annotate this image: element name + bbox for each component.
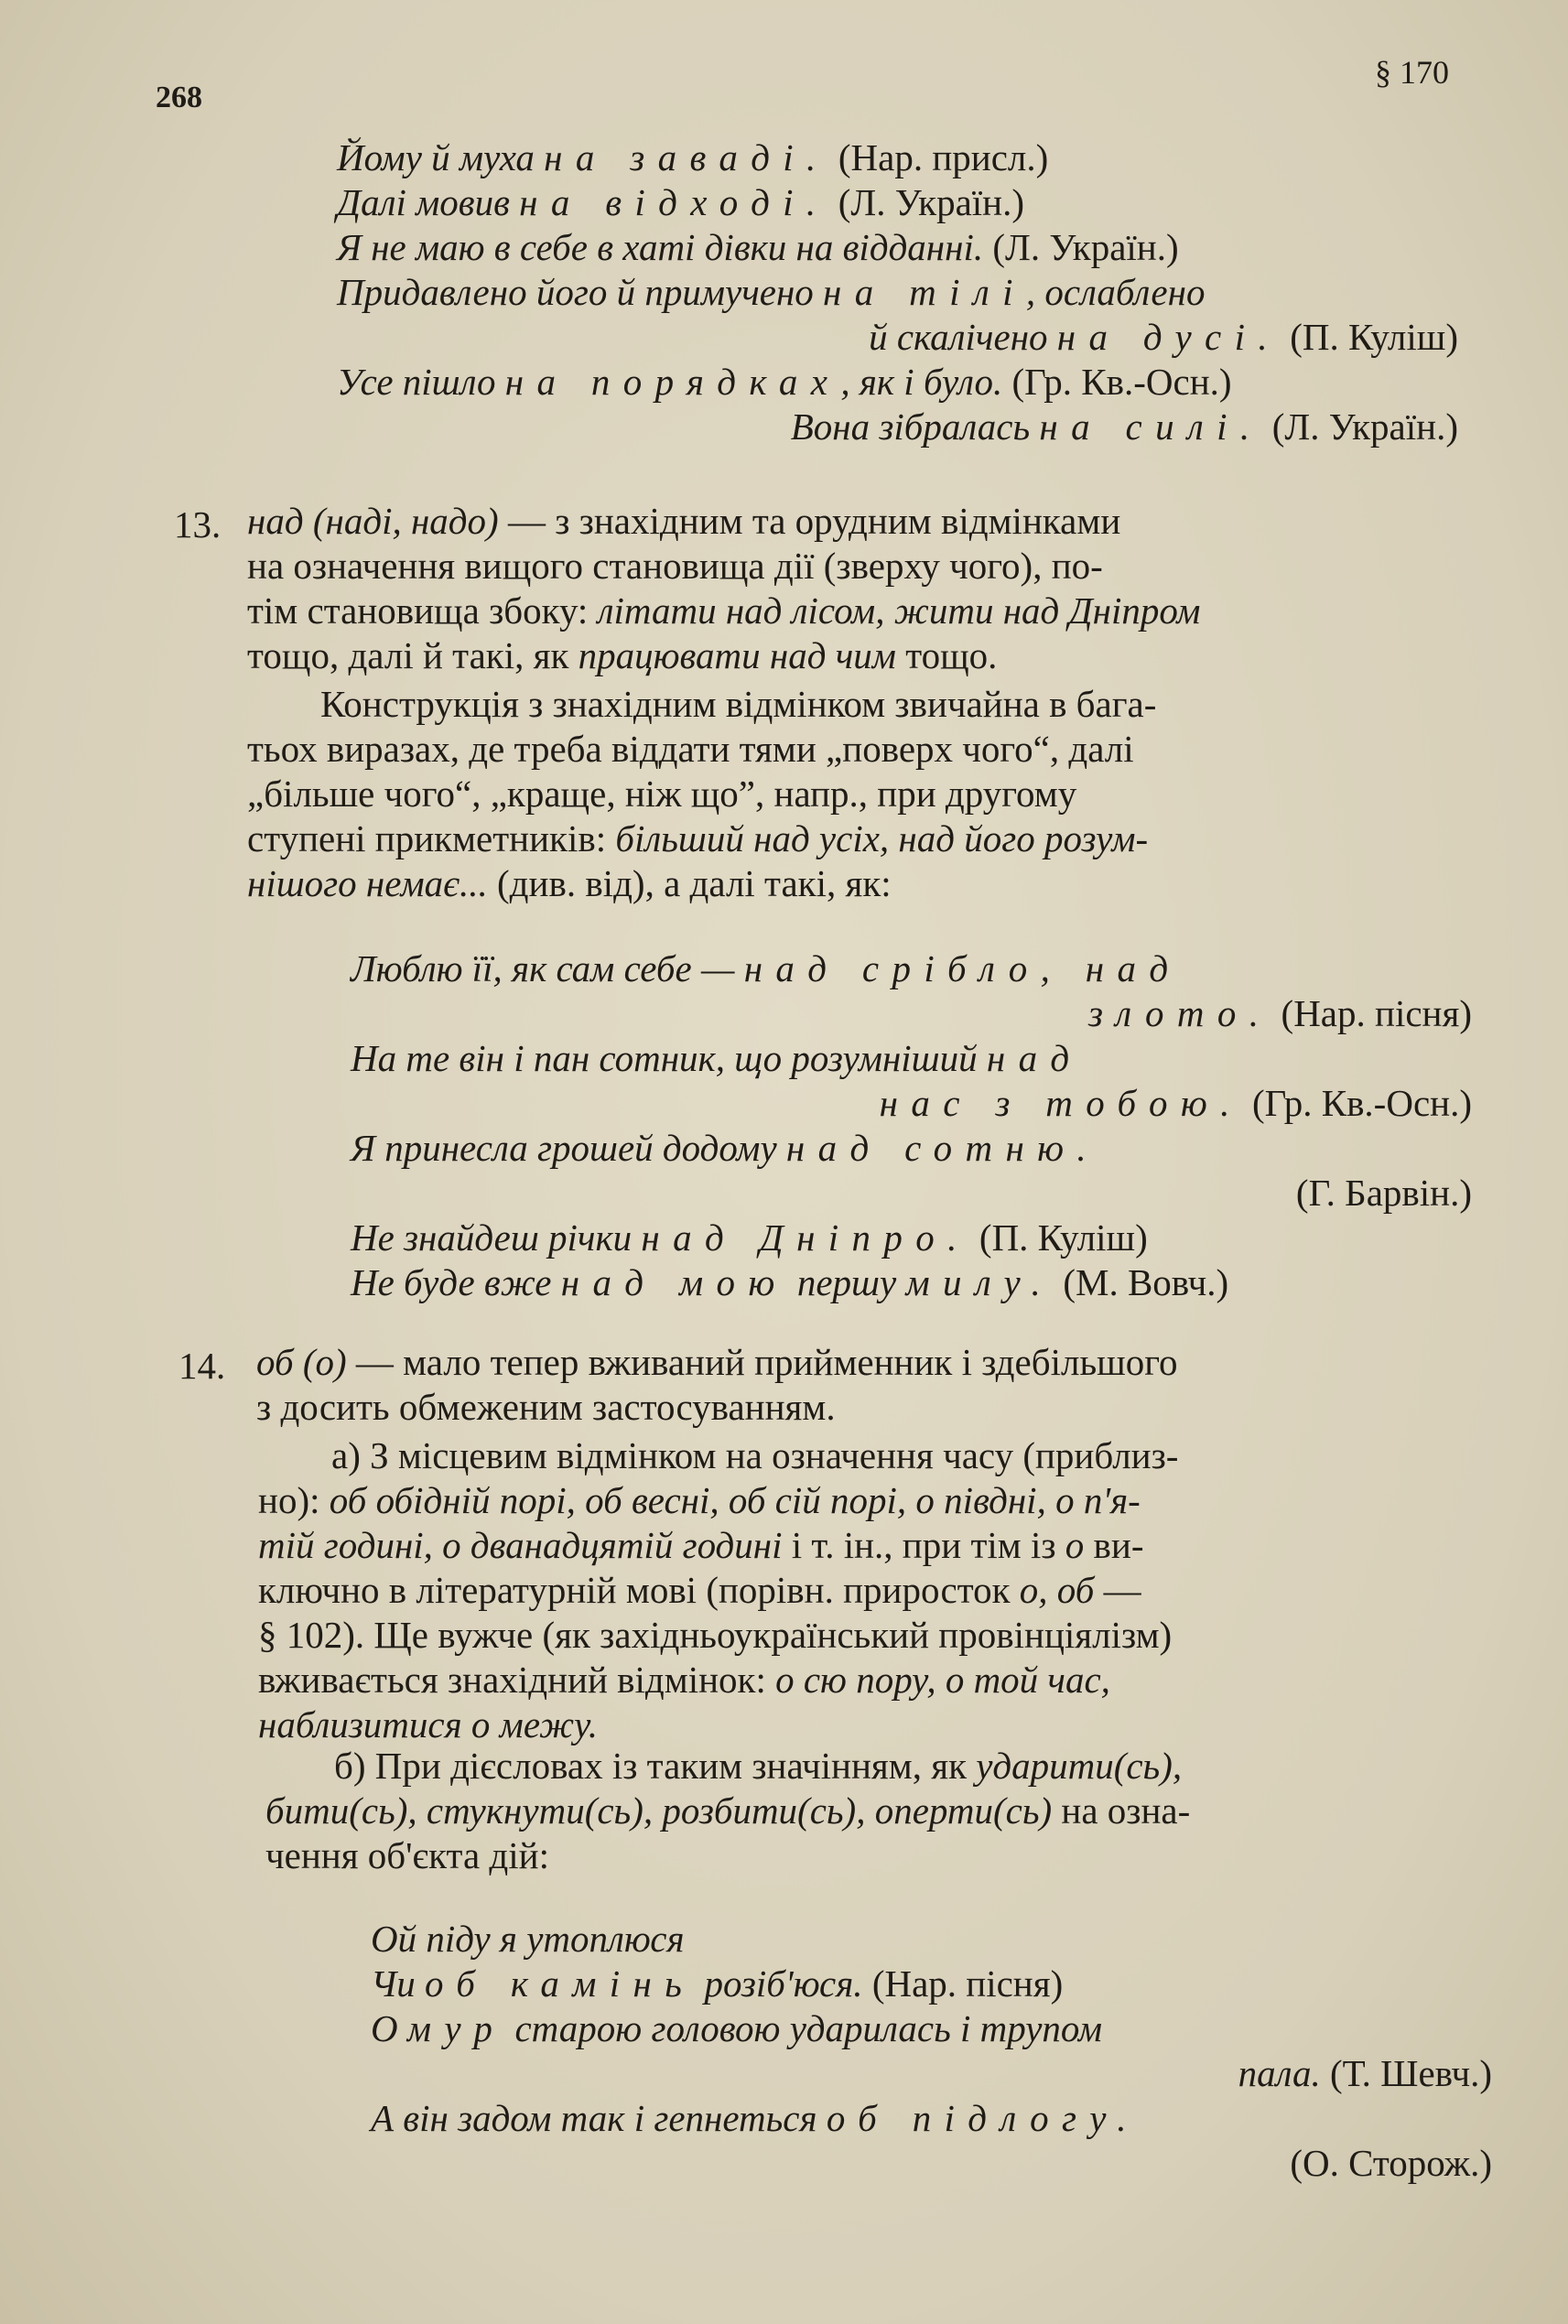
text-segment: милу. (905, 1261, 1054, 1303)
text-segment: мур (406, 2007, 506, 2049)
text-segment: (П. Куліш) (1280, 316, 1458, 358)
text-segment: Далі мовив (337, 181, 520, 223)
text-segment: злото. (1087, 992, 1272, 1034)
para-line (256, 1385, 1469, 1430)
text-segment: і т. ін., при тім із (782, 1524, 1065, 1566)
para-line (258, 1613, 1471, 1658)
text-segment: на силі. (1039, 405, 1263, 448)
text-segment: Конструкція з знахідним відмінком звичайна в бага- (320, 683, 1157, 725)
text-segment: на порядках (504, 361, 841, 403)
text-segment: над сотню. (785, 1127, 1100, 1169)
para-line (258, 1702, 1471, 1747)
para-line (247, 499, 1465, 544)
text-segment: з досить обмеженим застосуванням. (256, 1386, 836, 1428)
text-segment: бити(сь), стукнути(сь), розбити(сь), оперти(сь) (265, 1789, 1053, 1832)
quote-line (337, 270, 1458, 315)
text-segment: на відході. (519, 181, 829, 223)
text-segment: На те він і пан сотник, що розумніший (351, 1037, 987, 1079)
text-segment: тощо, далі й такі, як (247, 634, 579, 676)
text-segment: но): (258, 1479, 330, 1521)
quote-line (337, 225, 1458, 270)
page-header (156, 53, 1449, 114)
text-segment: тощо. (895, 634, 998, 676)
quote-line (337, 405, 1458, 449)
text-segment: Придавлено його й примучено (337, 271, 824, 313)
para-line (265, 1833, 1478, 1878)
para-line (247, 544, 1465, 589)
text-segment: над (наді, надо) (247, 500, 499, 542)
text-segment: ви- (1084, 1524, 1144, 1566)
text-segment: А він задом так і гепнеться (371, 2097, 827, 2139)
text-segment: над срібло, над (743, 947, 1182, 989)
text-segment: (Т. Шевч.) (1320, 2052, 1492, 2094)
text-segment: Чи (371, 1962, 425, 2005)
text-segment: Люблю її, як сам себе — (351, 947, 744, 989)
text-segment: (Нар. присл.) (828, 136, 1049, 178)
para-line (258, 1478, 1471, 1523)
quote-line (351, 1081, 1472, 1126)
text-segment: тій годині, о дванадцятій годині (258, 1524, 783, 1566)
text-segment: наблизитися о межу. (258, 1703, 599, 1746)
para-line (256, 1340, 1469, 1385)
text-segment: (Гр. Кв.-Осн.) (1242, 1082, 1472, 1124)
text-segment: на озна- (1052, 1789, 1191, 1832)
text-segment: Йому й муха (337, 136, 545, 178)
text-segment: більший над усіх, над його розум- (615, 817, 1149, 859)
text-segment: (Л. Україн.) (1262, 405, 1458, 448)
para-line (247, 682, 1465, 727)
text-segment: Я принесла грошей додому (351, 1127, 786, 1169)
quotes-top (337, 135, 1458, 449)
quote-line (351, 991, 1472, 1036)
quote-line (337, 315, 1458, 360)
text-segment: о, об (1019, 1569, 1095, 1611)
text-segment: , як і було. (840, 361, 1003, 403)
item-14-para-a (258, 1433, 1471, 1747)
text-segment: а) З місцевим відмінком на означення часу (приблиз- (331, 1434, 1179, 1476)
text-segment: (Нар. пісня) (862, 1962, 1064, 2005)
text-segment: (Л. Україн.) (828, 181, 1025, 223)
text-segment: нас з тобою. (879, 1082, 1243, 1124)
text-segment: (Нар. пісня) (1271, 992, 1472, 1034)
quote-line (351, 946, 1472, 991)
quote-line (351, 1126, 1472, 1171)
para-line (247, 861, 1465, 906)
text-segment: о (1065, 1524, 1085, 1566)
item-13-number: 13. (174, 503, 222, 546)
text-segment: о сю пору, о той час, (775, 1659, 1110, 1701)
text-segment: об камінь (425, 1962, 696, 2005)
text-segment: (Г. Барвін.) (1295, 1172, 1472, 1214)
item-14-quotes (371, 1917, 1492, 2186)
quote-line (371, 2006, 1492, 2051)
text-segment: — (1094, 1569, 1141, 1611)
quote-line (371, 1962, 1492, 2006)
para-line (247, 727, 1465, 772)
quote-line (371, 1917, 1492, 1962)
text-segment: на дусі. (1056, 316, 1281, 358)
quote-line (337, 180, 1458, 225)
text-segment: тім становища збоку: (247, 589, 598, 632)
para-line (258, 1433, 1471, 1478)
text-segment: ключно в літературній мові (порівн. приросток (258, 1569, 1020, 1611)
quote-line (351, 1036, 1472, 1081)
text-segment: (М. Вовч.) (1054, 1261, 1229, 1303)
text-segment: Вона зібралась (790, 405, 1040, 448)
text-segment: Усе пішло (337, 361, 505, 403)
text-segment: — мало тепер вживаний прийменник і здебільшого (346, 1341, 1178, 1383)
text-segment: (Гр. Кв.-Осн.) (1002, 361, 1232, 403)
text-segment: ударити(сь), (976, 1745, 1183, 1787)
para-line (247, 633, 1465, 678)
text-segment: О (371, 2007, 407, 2049)
text-segment: вживається знахідний відмінок: (258, 1659, 776, 1701)
item-13-para-1 (247, 499, 1465, 678)
text-segment: , ослаблено (1025, 271, 1206, 313)
para-line (265, 1789, 1478, 1833)
quote-line (351, 1216, 1472, 1260)
quote-line (337, 360, 1458, 405)
quote-line (351, 1171, 1472, 1216)
text-segment: над (986, 1037, 1083, 1079)
text-segment: першу (787, 1261, 906, 1303)
item-13-para-2 (247, 682, 1465, 906)
para-line (247, 772, 1465, 816)
text-segment: тьох виразах, де треба віддати тями „поверх чого“, далі (247, 728, 1134, 770)
text-segment: на означення вищого становища дії (зверху чого), по- (247, 545, 1103, 587)
text-segment: на заваді. (544, 136, 829, 178)
text-segment: над мою (560, 1261, 788, 1303)
quote-line (337, 135, 1458, 180)
text-segment: розіб'юся. (695, 1962, 863, 2005)
quote-line (371, 2051, 1492, 2096)
para-line (265, 1744, 1478, 1789)
text-segment: об підлогу. (826, 2097, 1140, 2139)
text-segment: (О. Сторож.) (1290, 2142, 1492, 2184)
para-line (247, 589, 1465, 633)
text-segment: нішого немає... (247, 862, 488, 904)
text-segment: старою головою ударилась і трупом (505, 2007, 1103, 2049)
text-segment: Ой піду я утоплюся (371, 1918, 685, 1960)
text-segment: (див. від), а далі такі, як: (487, 862, 892, 904)
text-segment: „більше чого“, „краще, ніж що”, напр., при другому (247, 773, 1077, 815)
text-segment: (Л. Україн.) (983, 226, 1179, 268)
text-segment: літати над лісом, жити над Дніпром (597, 589, 1201, 632)
text-segment: над Дніпро. (641, 1216, 970, 1259)
text-segment: Не знайдеш річки (351, 1216, 642, 1259)
text-segment: (П. Куліш) (969, 1216, 1148, 1259)
quote-line (371, 2096, 1492, 2141)
text-segment: працювати над чим (578, 634, 896, 676)
item-14-number: 14. (178, 1345, 226, 1387)
text-segment: об (о) (256, 1341, 347, 1383)
text-segment: пала. (1238, 2052, 1321, 2094)
text-segment: § 102). Ще вужче (як західньоукраїнський провінціялізм) (258, 1614, 1173, 1656)
text-segment: б) При дієсловах із таким значінням, як (334, 1745, 977, 1787)
item-13-quotes (351, 946, 1472, 1305)
text-segment: й скалічено (869, 316, 1057, 358)
para-line (247, 816, 1465, 861)
text-segment: Не буде вже (351, 1261, 561, 1303)
quote-line (371, 2141, 1492, 2186)
text-segment: Я не маю в себе в хаті дівки на відданні. (337, 226, 984, 268)
para-line (258, 1523, 1471, 1568)
page-number: 268 (156, 81, 202, 114)
text-segment: — з знахідним та орудним відмінками (498, 500, 1121, 542)
para-line (258, 1658, 1471, 1702)
text-segment: на тілі (823, 271, 1026, 313)
text-segment: об обідній порі, об весні, об сій порі, о півдні, о п'я- (329, 1479, 1141, 1521)
text-segment: ступені прикметників: (247, 817, 616, 859)
item-14-para-b (265, 1744, 1478, 1878)
para-line (258, 1568, 1471, 1613)
quote-line (351, 1260, 1472, 1305)
item-14-intro (256, 1340, 1469, 1430)
section-number: § 170 (1375, 54, 1449, 91)
text-segment: чення об'єкта дій: (265, 1834, 549, 1876)
